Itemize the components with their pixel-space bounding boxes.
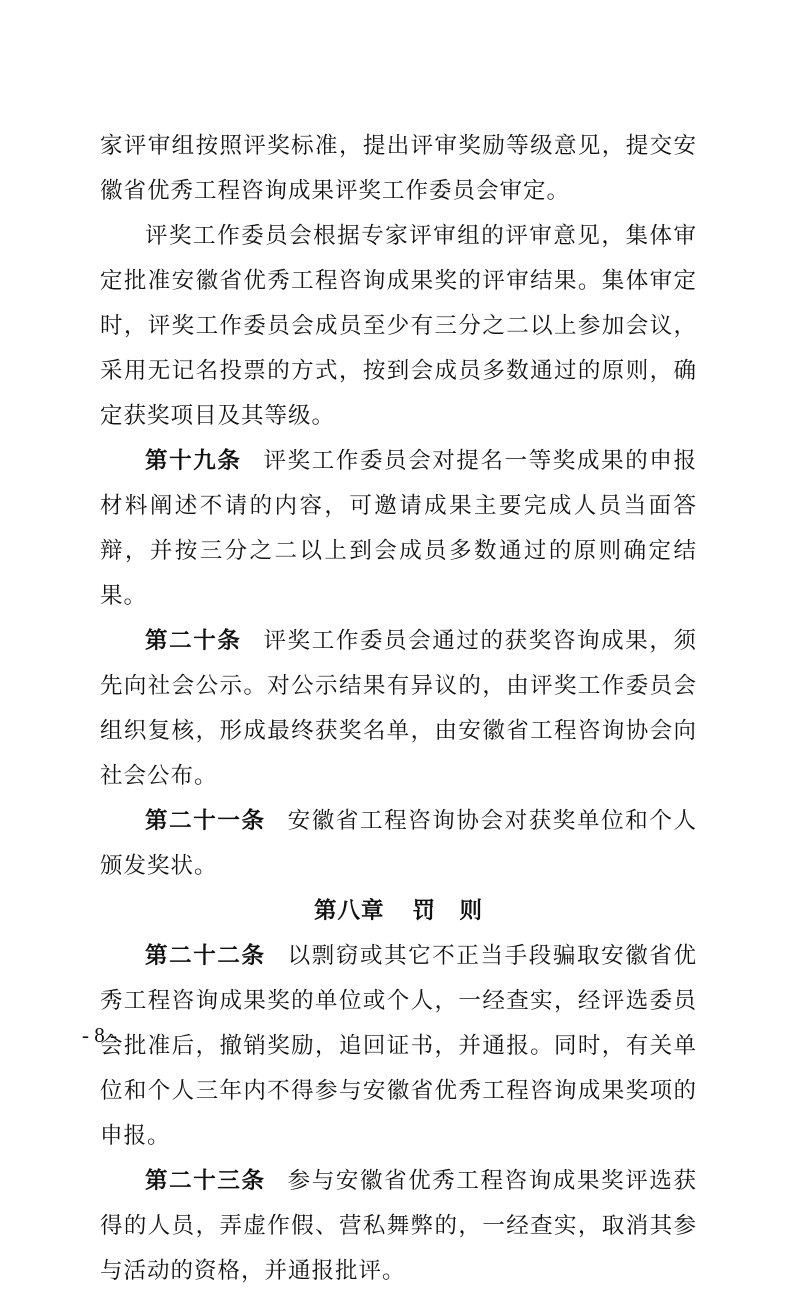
article-number: 第二十条 xyxy=(145,628,242,654)
article-20 xyxy=(100,619,697,799)
chapter-title: 罚 则 xyxy=(412,898,484,924)
article-text: 安徽省工程咨询协会对获奖单位和个人颁发奖状。 xyxy=(100,808,697,879)
paragraph-committee-approval: 评奖工作委员会根据专家评审组的评审意见，集体审定批准安徽省优秀工程咨询成果奖的评审结果。集体审定时，评奖工作委员会成员至少有三分之二以上参加会议，采用无记名投票的方式，按到会成员多数通过的原则，确定获奖项目及其等级。 xyxy=(100,223,697,429)
article-number: 第二十三条 xyxy=(145,1168,266,1194)
article-number: 第二十二条 xyxy=(145,943,266,969)
page-number: - 8 - xyxy=(82,1023,117,1047)
article-number: 第十九条 xyxy=(145,448,242,474)
article-text: 以剽窃或其它不正当手段骗取安徽省优秀工程咨询成果奖的单位或个人，一经查实，经评选委员会批准后，撤销奖励，追回证书，并通报。同时，有关单位和个人三年内不得参与安徽省优秀工程咨询成果奖项的申报。 xyxy=(100,943,697,1149)
chapter-heading xyxy=(100,889,697,934)
article-22 xyxy=(100,934,697,1159)
article-19 xyxy=(100,439,697,619)
article-23 xyxy=(100,1159,697,1294)
paragraph-continuation: 家评审组按照评奖标准，提出评审奖励等级意见，提交安徽省优秀工程咨询成果评奖工作委员会审定。 xyxy=(100,133,697,204)
article-text: 评奖工作委员会对提名一等奖成果的申报材料阐述不请的内容，可邀请成果主要完成人员当面答辩，并按三分之二以上到会成员多数通过的原则确定结果。 xyxy=(100,448,697,609)
article-text: 评奖工作委员会通过的获奖咨询成果，须先向社会公示。对公示结果有异议的，由评奖工作委员会组织复核，形成最终获奖名单，由安徽省工程咨询协会向社会公布。 xyxy=(100,628,697,789)
article-21 xyxy=(100,799,697,889)
article-number: 第二十一条 xyxy=(145,808,266,834)
article-text: 参与安徽省优秀工程咨询成果奖评选获得的人员，弄虚作假、营私舞弊的，一经查实，取消其参与活动的资格，并通报批评。 xyxy=(100,1168,697,1284)
chapter-number: 第八章 xyxy=(313,898,385,924)
